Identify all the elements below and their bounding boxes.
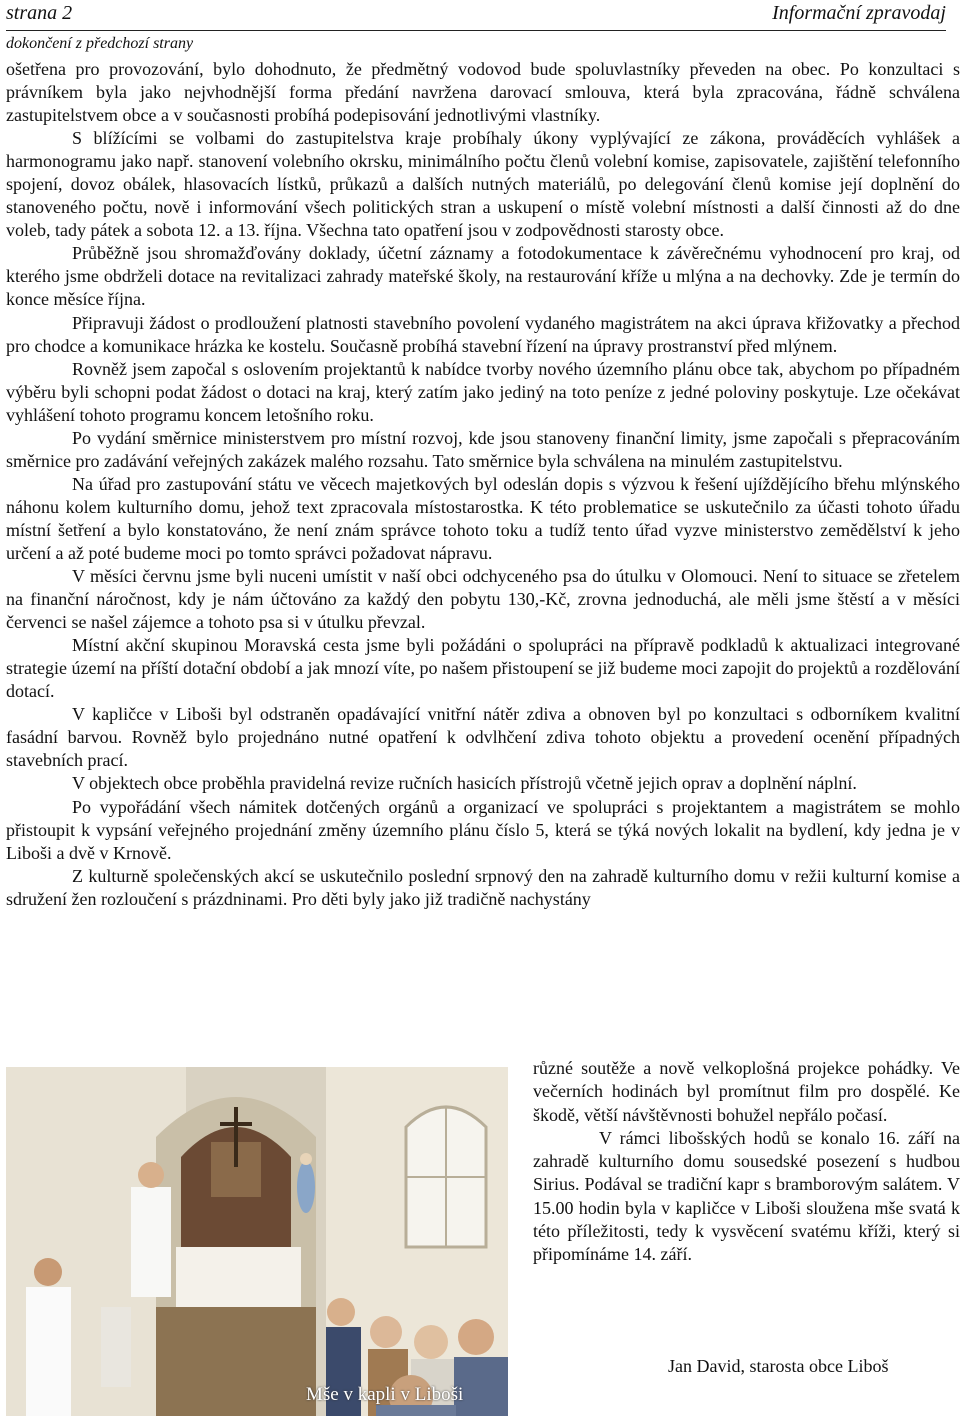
article-body: [6, 58, 960, 911]
paragraph: V objektech obce proběhla pravidelná revize ručních hasicích přístrojů včetně jejich oprav a doplnění náplní.: [72, 773, 857, 794]
page-number: strana 2: [6, 2, 73, 24]
paragraph: ošetřena pro provozování, bylo dohodnuto, že předmětný vodovod bude spoluvlastníky převeden na obec. Po konzultaci s právníkem byla jako nejvhodnější forma předání navržena darovací smlouva, která byla zpracována, řádně schválena zastupitelstvem obce a v současnosti probíhá podepisování jednotlivými vlastníky.: [6, 59, 960, 126]
author-signature: Jan David, starosta obce Liboš: [668, 1356, 889, 1376]
page-header: [6, 0, 946, 31]
paragraph: V rámci libošských hodů se konalo 16. září na zahradě kulturního domu sousedské posezení s hudbou Sirius. Podával se tradiční kapr s bramborovým salátem. V 15.00 hodin byla v kapličce v Liboši sloužena mše svatá k této příležitosti, tedy k vysvěcení svatému kříži, který si připomínáme 14. září.: [533, 1127, 960, 1265]
paragraph: Po vypořádání všech námitek dotčených orgánů a organizací ve spolupráci s projektantem a magistrátem se mohlo přistoupit k vypsání veřejného projednání změny územního plánu číslo 5, která se týká nových lokalit na bydlení, kdy jedna je v Liboši a dvě v Krnově.: [6, 796, 960, 863]
paragraph: Po vydání směrnice ministerstvem pro místní rozvoj, kde jsou stanoveny finanční limity, jsme započali s přepracováním směrnice pro zadávání veřejných zakázek malého rozsahu. Tato směrnice byla schválena na minulém zastupitelstvu.: [6, 427, 960, 471]
paragraph: V kapličce v Liboši byl odstraněn opadávající vnitřní nátěr zdiva a obnoven byl po konzultaci s odborníkem kvalitní fasádní barvou. Rovněž bylo projednáno nutné opatření k odvlhčení zdiva tohoto objektu a provedení ocenění případných stavebních prací.: [6, 704, 960, 771]
photo-caption: Mše v kapli v Liboši: [306, 1384, 464, 1405]
paragraph: S blížícími se volbami do zastupitelstva kraje probíhaly úkony vyplývající ze zákona, prováděcích vyhlášek a harmonogramu jako např. stanovení volebního okrsku, minimálního počtu členů volební komise, zapisovatele, zajištění telefonního spojení, dovoz obálek, hlasovacích lístků, průkazů a dalších nutných materiálů, po delegování členů komise její doplnění do stanoveného počtu, nově i informování všech politických stran a uskupení o místě volební místnosti a další činnosti až do dne voleb, tady pátek a sobota 12. a 13. října. Všechna tato opatření jsou v zodpovědnosti starosty obce.: [6, 128, 960, 241]
paragraph: různé soutěže a nově velkoplošná projekce pohádky. Ve večerních hodinách byl promítnut film pro dospělé. Ke škodě, větší návštěvnosti bohužel nepřálo počasí.: [533, 1058, 960, 1125]
paragraph: Na úřad pro zastupování státu ve věcech majetkových byl odeslán dopis s výzvou k řešení ujíždějícího břehu mlýnského náhonu kolem kulturního domu, jehož text zpracovala místostarostka. K této problematice se uskutečnilo za účasti tohoto úřadu místní šetření a bylo konstatováno, že není znám správce tohoto toku a tudíž tento úřad vyzve ministerstvo zemědělství k jeho určení a až poté budeme moci po tomto správci požadovat nápravu.: [6, 473, 960, 563]
paragraph: Průběžně jsou shromažďovány doklady, účetní záznamy a fotodokumentace k závěrečnému vyhodnocení pro kraj, od kterého jsme obdrželi dotace na revitalizaci zahrady mateřské školy, na restaurování kříže u mlýna a na dechovky. Zde je termín do konce měsíce října.: [6, 243, 960, 310]
paragraph: Připravuji žádost o prodloužení platnosti stavebního povolení vydaného magistrátem na akci úprava křižovatky a přechod pro chodce a komunikace hrázka ke kostelu. Současně probíhá stavební řízení na úpravy prostranství před mlýnem.: [6, 312, 960, 356]
chapel-mass-photo: [6, 1067, 508, 1416]
continuation-note: dokončení z předchozí strany: [6, 35, 194, 52]
article-body-continued: [533, 1057, 960, 1267]
paragraph: Rovněž jsem započal s oslovením projektantů k nabídce tvorby nového územního plánu obce tak, abychom po případném výběru byli schopni podat žádost o dotaci na kraj, který zatím jako jediný na toto peníze z jedné poloviny poskytuje. Lze očekávat vyhlášení tohoto programu koncem letošního roku.: [6, 358, 960, 425]
paragraph: V měsíci červnu jsme byli nuceni umístit v naší obci odchyceného psa do útulku v Olomouci. Není to situace se zřetelem na finanční náročnost, kdy je nám účtováno za každý den pobytu 130,-Kč, zrovna jednoduchá, ale měli jsme štěstí a v měsíci červenci se našel zájemce a tohoto psa si v útulku převzal.: [6, 566, 960, 633]
publication-title: Informační zpravodaj: [772, 2, 946, 24]
paragraph: Z kulturně společenských akcí se uskutečnilo poslední srpnový den na zahradě kulturního domu v režii kulturní komise a sdružení žen rozloučení s prázdninami. Pro děti byly jako již tradičně nachystány: [6, 865, 960, 909]
paragraph: Místní akční skupinou Moravská cesta jsme byli požádáni o spolupráci na přípravě podkladů k aktualizaci integrované strategie území na příští dotační období a jak mnozí víte, po našem přistoupení se již budeme moci zapojit do projektů a rozdělování dotací.: [6, 635, 960, 702]
photo-illustration: [6, 1067, 508, 1416]
